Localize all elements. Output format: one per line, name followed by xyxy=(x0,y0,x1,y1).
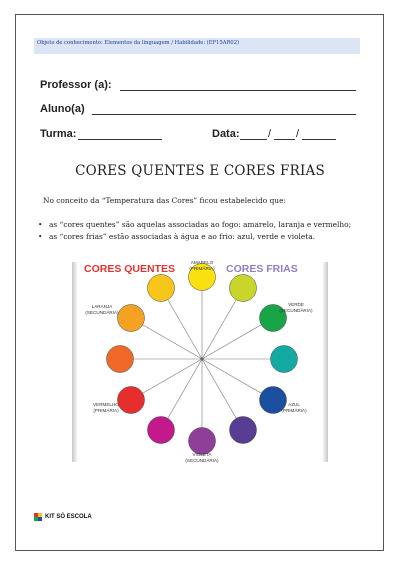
brand-logo-text: KIT SÓ ESCOLA xyxy=(45,514,92,520)
wheel-color-circle xyxy=(230,417,257,444)
data-year-line[interactable] xyxy=(302,139,336,140)
wheel-color-circle xyxy=(189,428,216,455)
label-vermelho-type: (PRIMÁRIA) xyxy=(93,408,119,413)
wheel-color-circle xyxy=(148,275,175,302)
turma-label: Turma: xyxy=(40,128,77,140)
bullet-item-warm: • as “cores quentes” são aquelas associadas ao fogo: amarelo, laranja e vermelho; xyxy=(38,220,351,232)
page-title: CORES QUENTES E CORES FRIAS xyxy=(75,163,325,179)
data-slash-2: / xyxy=(296,128,300,140)
data-day-line[interactable] xyxy=(240,139,267,140)
label-violeta: VIOLETA xyxy=(192,452,212,457)
wheel-color-circle xyxy=(118,387,145,414)
wheel-shade-right xyxy=(322,262,328,462)
warm-colors-title: CORES QUENTES xyxy=(84,263,176,275)
aluno-line[interactable] xyxy=(92,114,356,115)
turma-line[interactable] xyxy=(78,139,162,140)
wheel-color-circle xyxy=(271,346,298,373)
brand-logo-icon xyxy=(34,513,42,521)
professor-line[interactable] xyxy=(120,90,356,91)
wheel-shade-left xyxy=(72,262,78,462)
label-verde-type: (SECUNDÁRIA) xyxy=(279,308,313,313)
professor-label: Professor (a): xyxy=(40,79,112,91)
wheel-center-dot xyxy=(200,357,203,360)
color-wheel xyxy=(72,252,328,470)
wheel-color-circle xyxy=(107,346,134,373)
brand-logo xyxy=(34,513,92,521)
label-vermelho: VERMELHO xyxy=(93,402,119,407)
label-laranja-type: (SECUNDÁRIA) xyxy=(85,310,119,315)
label-amarelo-type: (PRIMÁRIA) xyxy=(189,266,215,271)
intro-text: No conceito da “Temperatura das Cores” ficou estabelecido que: xyxy=(43,196,286,205)
header-text: Objeto de conhecimento: Elementos da linguagem / Habilidade: (EF15AR02) xyxy=(37,40,240,46)
bullet-item-cool: • as “cores frias” estão associadas à água e ao frio: azul, verde e violeta. xyxy=(38,232,351,244)
wheel-color-circle xyxy=(230,275,257,302)
label-laranja: LARANJA xyxy=(91,304,113,309)
cool-colors-title: CORES FRIAS xyxy=(226,263,298,275)
bullet-list xyxy=(38,220,351,244)
label-verde: VERDE xyxy=(288,302,304,307)
data-slash-1: / xyxy=(268,128,272,140)
label-azul-type: (PRIMÁRIA) xyxy=(281,408,307,413)
wheel-color-circle xyxy=(148,417,175,444)
label-violeta-type: (SECUNDÁRIA) xyxy=(185,458,219,463)
data-label: Data: xyxy=(212,128,240,140)
data-month-line[interactable] xyxy=(274,139,295,140)
wheel-color-circle xyxy=(118,305,145,332)
label-azul: AZUL xyxy=(288,402,300,407)
aluno-label: Aluno(a) xyxy=(40,103,85,115)
label-amarelo: AMARELO xyxy=(190,260,214,265)
